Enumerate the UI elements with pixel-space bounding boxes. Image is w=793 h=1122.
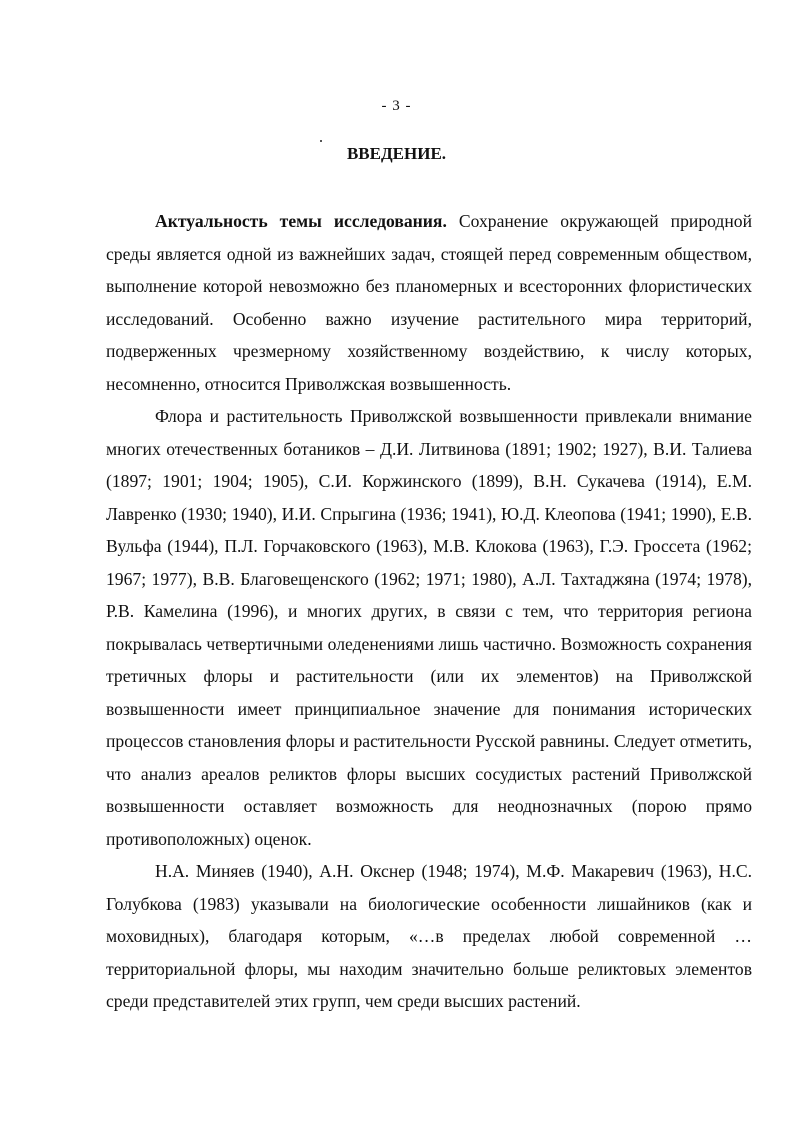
scan-speck bbox=[320, 140, 322, 142]
body-text bbox=[106, 205, 752, 1018]
paragraph-flora-history: Флора и растительность Приволжской возвышенности привлекали внимание многих отечественных ботаников – Д.И. Литвинова (1891; 1902; 1927), В.И. Талиева (1897; 1901; 1904; 1905), С.И. Коржинского (1899), В.Н. Сукачева (1914), Е.М. Лавренко (1930; 1940), И.И. Спрыгина (1936; 1941), Ю.Д. Клеопова (1941; 1990), Е.В. Вульфа (1944), П.Л. Горчаковского (1963), М.В. Клокова (1963), Г.Э. Гроссета (1962; 1967; 1977), В.В. Благовещенского (1962; 1971; 1980), А.Л. Тахтаджяна (1974; 1978), Р.В. Камелина (1996), и многих других, в связи с тем, что территория региона покрывалась четвертичными оледенениями лишь частично. Возможность сохранения третичных флоры и растительности (или их элементов) на Приволжской возвышенности имеет принципиальное значение для понимания исторических процессов становления флоры и растительности Русской равнины. Следует отметить, что анализ ареалов реликтов флоры высших сосудистых растений Приволжской возвышенности оставляет возможность для неоднозначных (порою прямо противоположных) оценок. bbox=[106, 406, 752, 849]
paragraph-lead: Актуальность темы исследования. bbox=[155, 211, 447, 231]
page-heading: ВВЕДЕНИЕ. bbox=[346, 144, 447, 163]
page-number: - 3 - bbox=[381, 98, 412, 114]
paragraph-lichens: Н.А. Миняев (1940), А.Н. Окснер (1948; 1974), М.Ф. Макаревич (1963), Н.С. Голубкова (1983) указывали на биологические особенности лишайников (как и моховидных), благодаря которым, «…в пределах любой современной … территориальной флоры, мы находим значительно больше реликтовых элементов среди представителей этих групп, чем среди высших растений. bbox=[106, 861, 752, 1011]
paragraph-relevance bbox=[106, 205, 752, 400]
paragraph-text: Сохранение окружающей природной среды является одной из важнейших задач, стоящей перед современным обществом, выполнение которой невозможно без планомерных и всесторонних флористических исследований. Особенно важно изучение растительного мира территорий, подверженных чрезмерному хозяйственному воздействию, к числу которых, несомненно, относится Приволжская возвышенность. bbox=[106, 211, 752, 394]
